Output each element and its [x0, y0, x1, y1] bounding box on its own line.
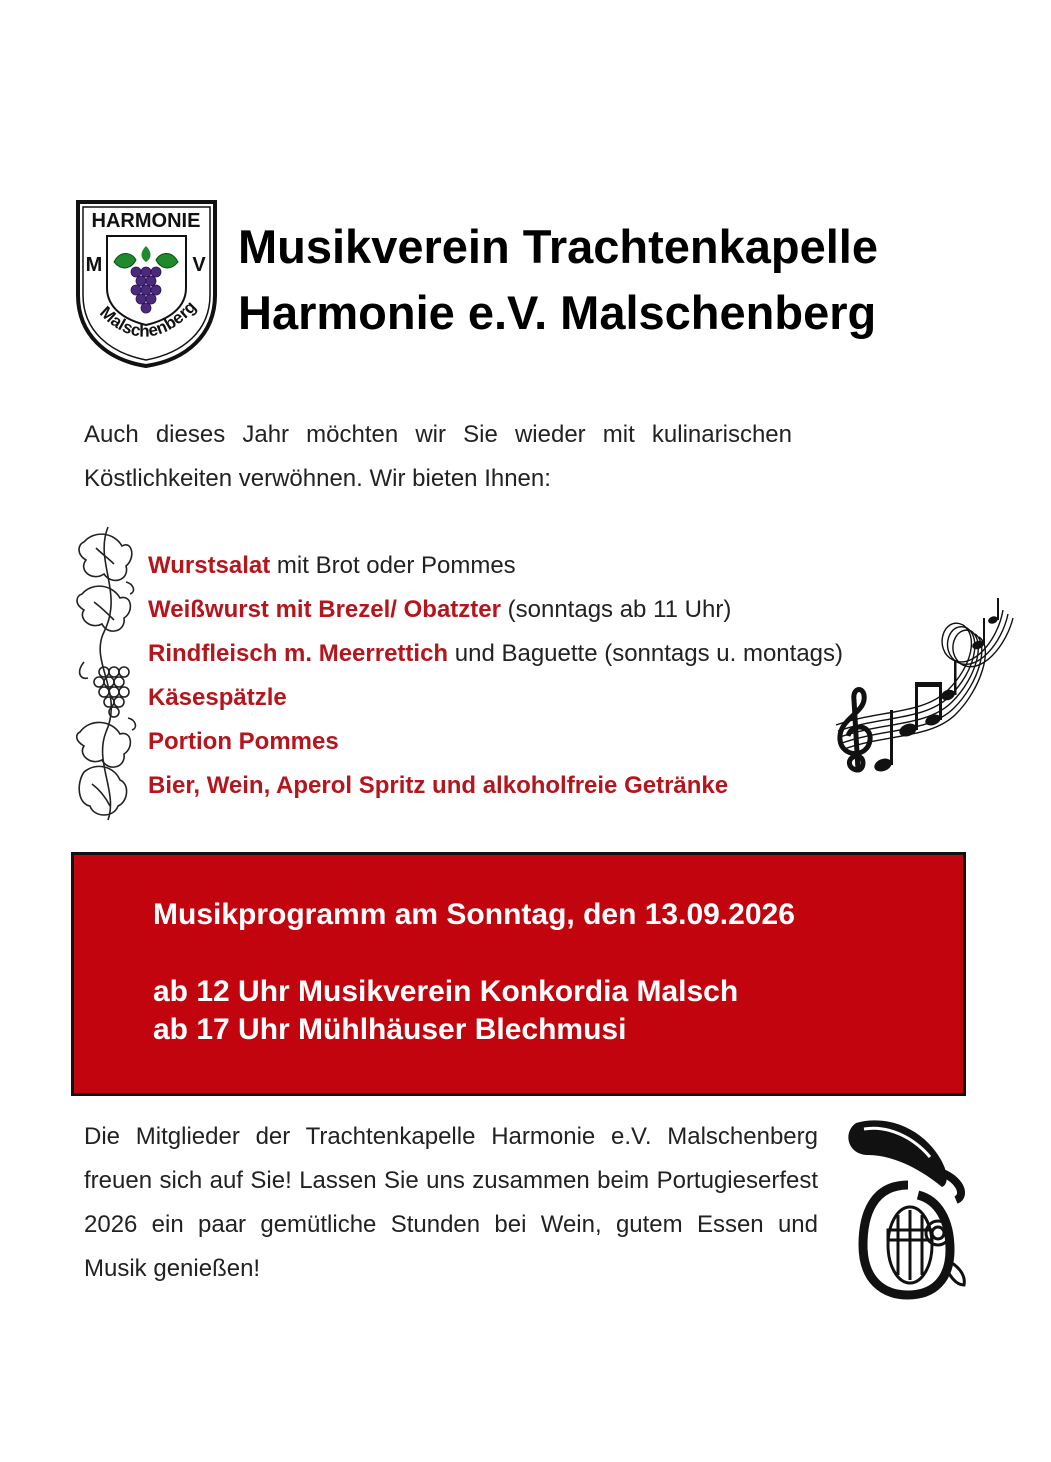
menu-item	[148, 764, 843, 808]
treble-clef-icon	[840, 690, 870, 771]
program-line-2: ab 17 Uhr Mühlhäuser Blechmusi	[153, 1013, 627, 1046]
logo-bottom-text: Malschenberg	[96, 297, 200, 341]
music-program-banner	[71, 852, 966, 1096]
menu-item	[148, 676, 843, 720]
closing-text: Die Mitglieder der Trachtenkapelle Harmonie e.V. Malschenberg freuen sich auf Sie! Lassen Sie uns zusammen beim Portugieserfest 2026 ein paar gemütliche Stunden bei Wein, gutem Essen und Musik genießen!	[84, 1123, 818, 1282]
logo-left-letter: M	[85, 254, 103, 276]
program-line-1: ab 12 Uhr Musikverein Konkordia Malsch	[153, 975, 739, 1008]
menu-item-highlight: Portion Pommes	[148, 728, 339, 755]
menu-item-detail: und Baguette (sonntags u. montags)	[448, 640, 843, 667]
menu-list	[148, 544, 843, 808]
menu-item-highlight: Käsespätzle	[148, 684, 287, 711]
menu-item-highlight: Bier, Wein, Aperol Spritz und alkoholfreie Getränke	[148, 772, 729, 799]
intro-text: Auch dieses Jahr möchten wir Sie wieder mit kulinarischen Köstlichkeiten verwöhnen. Wir bieten Ihnen:	[84, 421, 792, 492]
title-line-1: Musikverein Trachtenkapelle	[238, 220, 879, 273]
club-crest-logo	[74, 200, 219, 368]
menu-item-highlight: Wurstsalat	[148, 552, 271, 579]
program-heading: Musikprogramm am Sonntag, den 13.09.2026	[153, 898, 795, 931]
menu-item	[148, 632, 843, 676]
menu-item	[148, 588, 843, 632]
tuba-icon	[838, 1115, 978, 1300]
logo-right-letter: V	[192, 254, 206, 276]
menu-item-detail: mit Brot oder Pommes	[270, 552, 516, 579]
menu-item-detail: (sonntags ab 11 Uhr)	[500, 596, 732, 623]
grapevine-decoration-icon	[74, 522, 142, 822]
logo-top-text: HARMONIE	[91, 210, 201, 232]
title-line-2: Harmonie e.V. Malschenberg	[238, 286, 877, 339]
page-title	[238, 214, 878, 346]
menu-item-highlight: Weißwurst mit Brezel/ Obatzter	[148, 596, 501, 623]
music-notes-decoration-icon	[828, 590, 1018, 790]
menu-item	[148, 720, 843, 764]
menu-item-highlight: Rindfleisch m. Meerrettich	[148, 640, 449, 667]
menu-item	[148, 544, 843, 588]
